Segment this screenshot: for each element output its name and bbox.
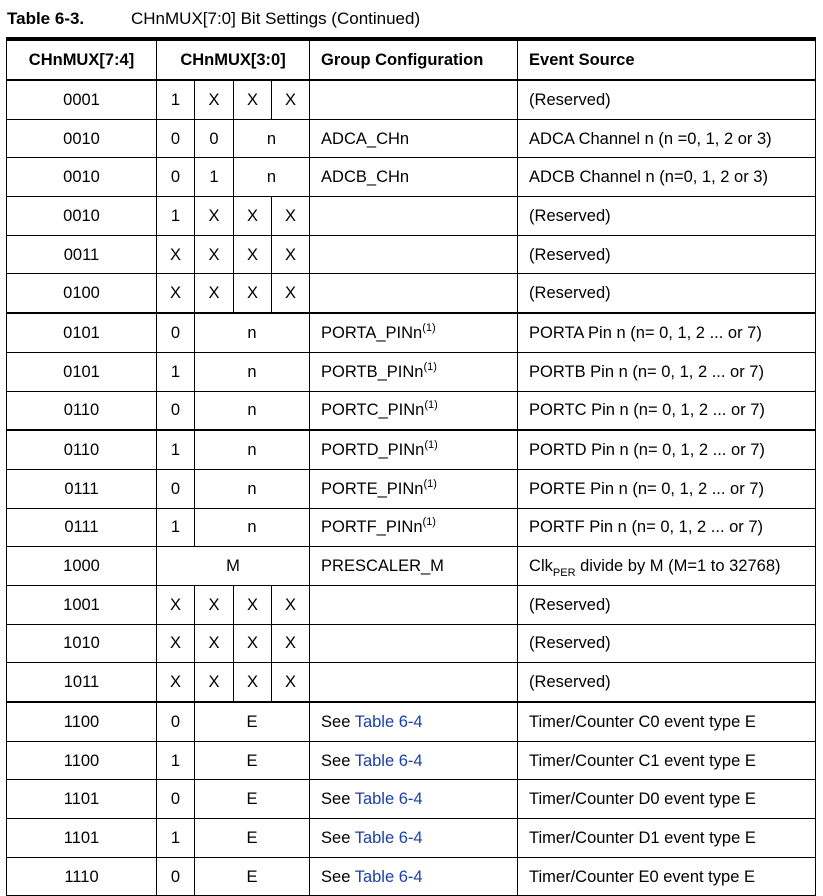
chnmux-high-cell: 1110: [7, 857, 157, 896]
event-source-cell: PORTF Pin n (n= 0, 1, 2 ... or 7): [518, 508, 816, 547]
event-source-cell: Timer/Counter C0 event type E: [518, 702, 816, 741]
event-source-cell: Timer/Counter D1 event type E: [518, 819, 816, 858]
event-source-cell: PORTA Pin n (n= 0, 1, 2 ... or 7): [518, 313, 816, 352]
table-row: [7, 857, 816, 896]
header-row: [7, 39, 816, 80]
bits-2-0-cell: E: [195, 819, 310, 858]
table-row: [7, 741, 816, 780]
group-config-cell: PRESCALER_M: [310, 547, 518, 586]
bit2-cell: X: [195, 663, 234, 702]
bit3-cell: 1: [157, 741, 195, 780]
table-row: [7, 80, 816, 119]
bit3-cell: 0: [157, 391, 195, 430]
chnmux-high-cell: 1101: [7, 819, 157, 858]
header-group-configuration: Group Configuration: [310, 39, 518, 80]
bit0-cell: X: [272, 274, 310, 313]
table-6-4-link[interactable]: Table 6-4: [354, 867, 423, 886]
group-config-cell: [310, 819, 518, 858]
group-config-cell: [310, 702, 518, 741]
header-chnmux-3-0: CHnMUX[3:0]: [157, 39, 310, 80]
clk-text: Clk: [529, 557, 553, 576]
chnmux-high-cell: 0111: [7, 508, 157, 547]
bit3-cell: X: [157, 624, 195, 663]
footnote-marker: (1): [422, 516, 436, 529]
table-row: [7, 197, 816, 236]
chnmux-high-cell: 1100: [7, 702, 157, 741]
bit3-cell: 1: [157, 819, 195, 858]
group-config-text: PORTE_PINn: [321, 479, 424, 498]
chnmux-high-cell: 0100: [7, 274, 157, 313]
event-source-cell: PORTE Pin n (n= 0, 1, 2 ... or 7): [518, 469, 816, 508]
bit3-cell: 1: [157, 508, 195, 547]
bits-2-0-cell: E: [195, 857, 310, 896]
bit1-cell: X: [234, 235, 272, 274]
group-config-text: PORTD_PINn: [321, 441, 425, 460]
group-config-cell: [310, 780, 518, 819]
event-source-cell: (Reserved): [518, 80, 816, 119]
group-config-cell: [310, 274, 518, 313]
event-source-cell: Timer/Counter C1 event type E: [518, 741, 816, 780]
bits-2-0-cell: n: [195, 352, 310, 391]
group-config-cell: [310, 313, 518, 352]
chnmux-high-cell: 0010: [7, 119, 157, 158]
table-row: [7, 235, 816, 274]
bit2-cell: X: [195, 624, 234, 663]
bits-1-0-cell: n: [234, 119, 310, 158]
chnmux-high-cell: 1000: [7, 547, 157, 586]
chnmux-high-cell: 0010: [7, 197, 157, 236]
event-source-cell: PORTD Pin n (n= 0, 1, 2 ... or 7): [518, 430, 816, 469]
chnmux-high-cell: 1011: [7, 663, 157, 702]
bit1-cell: X: [234, 197, 272, 236]
bit2-cell: X: [195, 80, 234, 119]
group-config-cell: [310, 469, 518, 508]
chnmux-high-cell: 0111: [7, 469, 157, 508]
group-config-cell: [310, 585, 518, 624]
bit1-cell: X: [234, 80, 272, 119]
chnmux-high-cell: 0011: [7, 235, 157, 274]
footnote-marker: (1): [423, 477, 437, 490]
table-row: [7, 585, 816, 624]
group-config-cell: ADCA_CHn: [310, 119, 518, 158]
table-row: [7, 313, 816, 352]
bit1-cell: X: [234, 624, 272, 663]
group-config-cell: ADCB_CHn: [310, 158, 518, 197]
bits-1-0-cell: n: [234, 158, 310, 197]
group-config-cell: [310, 352, 518, 391]
group-config-cell: [310, 235, 518, 274]
bit3-cell: 0: [157, 158, 195, 197]
bit1-cell: X: [234, 274, 272, 313]
bit1-cell: X: [234, 663, 272, 702]
group-config-text: PORTC_PINn: [321, 401, 425, 420]
event-source-cell: (Reserved): [518, 197, 816, 236]
chnmux-high-cell: 0110: [7, 391, 157, 430]
header-chnmux-7-4: CHnMUX[7:4]: [7, 39, 157, 80]
table-6-4-link[interactable]: Table 6-4: [354, 790, 423, 809]
group-config-cell: [310, 430, 518, 469]
bit0-cell: X: [272, 663, 310, 702]
event-source-cell: (Reserved): [518, 585, 816, 624]
group-config-cell: [310, 197, 518, 236]
event-source-cell: (Reserved): [518, 235, 816, 274]
see-text: See: [321, 828, 355, 847]
table-row: [7, 274, 816, 313]
bit2-cell: X: [195, 197, 234, 236]
bit3-cell: X: [157, 274, 195, 313]
table-row: [7, 469, 816, 508]
event-source-cell: ADCA Channel n (n =0, 1, 2 or 3): [518, 119, 816, 158]
bits-2-0-cell: E: [195, 780, 310, 819]
bits-2-0-cell: n: [195, 313, 310, 352]
chnmux-high-cell: 0010: [7, 158, 157, 197]
table-row: [7, 158, 816, 197]
table-caption: [7, 7, 420, 31]
bit2-cell: 0: [195, 119, 234, 158]
table-row: [7, 819, 816, 858]
bit3-cell: 0: [157, 780, 195, 819]
bit3-cell: 0: [157, 313, 195, 352]
bit2-cell: X: [195, 235, 234, 274]
bit1-cell: X: [234, 585, 272, 624]
bit3-cell: X: [157, 663, 195, 702]
group-config-text: PORTB_PINn: [321, 362, 424, 381]
group-config-cell: [310, 663, 518, 702]
table-row: [7, 391, 816, 430]
table-6-4-link[interactable]: Table 6-4: [354, 712, 423, 731]
see-text: See: [321, 751, 355, 770]
group-config-cell: [310, 80, 518, 119]
bit0-cell: X: [272, 585, 310, 624]
table-row: [7, 624, 816, 663]
bit2-cell: X: [195, 274, 234, 313]
bit3-cell: 0: [157, 119, 195, 158]
chnmux-high-cell: 0101: [7, 313, 157, 352]
bits-2-0-cell: n: [195, 430, 310, 469]
bit0-cell: X: [272, 235, 310, 274]
chnmux-high-cell: 0110: [7, 430, 157, 469]
event-source-cell: (Reserved): [518, 624, 816, 663]
bit2-cell: 1: [195, 158, 234, 197]
divide-text: divide by M (M=1 to 32768): [575, 557, 781, 576]
chnmux-high-cell: 1001: [7, 585, 157, 624]
event-source-cell: PORTB Pin n (n= 0, 1, 2 ... or 7): [518, 352, 816, 391]
event-source-cell: ADCB Channel n (n=0, 1, 2 or 3): [518, 158, 816, 197]
chnmux-high-cell: 1010: [7, 624, 157, 663]
see-text: See: [321, 712, 355, 731]
group-config-cell: [310, 857, 518, 896]
bit0-cell: X: [272, 197, 310, 236]
bit2-cell: X: [195, 585, 234, 624]
event-source-cell: (Reserved): [518, 274, 816, 313]
chnmux-high-cell: 1101: [7, 780, 157, 819]
chnmux-high-cell: 1100: [7, 741, 157, 780]
event-source-cell: [518, 547, 816, 586]
event-source-cell: Timer/Counter E0 event type E: [518, 857, 816, 896]
table-row: [7, 547, 816, 586]
bit3-cell: X: [157, 585, 195, 624]
group-config-cell: [310, 508, 518, 547]
bits-2-0-cell: n: [195, 469, 310, 508]
bits-2-0-cell: E: [195, 702, 310, 741]
footnote-marker: (1): [423, 360, 437, 373]
event-source-cell: Timer/Counter D0 event type E: [518, 780, 816, 819]
bit-settings-table: [6, 37, 816, 896]
footnote-marker: (1): [422, 321, 436, 334]
bits-2-0-cell: E: [195, 741, 310, 780]
table-row: [7, 430, 816, 469]
bit3-cell: 1: [157, 352, 195, 391]
table-number: Table 6-3.: [7, 9, 85, 28]
bit3-cell: 1: [157, 430, 195, 469]
bit3-cell: 1: [157, 197, 195, 236]
bits-3-0-cell: M: [157, 547, 310, 586]
group-config-cell: [310, 741, 518, 780]
bit0-cell: X: [272, 80, 310, 119]
bit3-cell: 0: [157, 702, 195, 741]
bits-2-0-cell: n: [195, 391, 310, 430]
see-text: See: [321, 867, 355, 886]
header-event-source: Event Source: [518, 39, 816, 80]
bit3-cell: 0: [157, 469, 195, 508]
bits-2-0-cell: n: [195, 508, 310, 547]
table-row: [7, 508, 816, 547]
bit3-cell: 1: [157, 80, 195, 119]
footnote-marker: (1): [424, 439, 438, 452]
table-row: [7, 663, 816, 702]
table-6-4-link[interactable]: Table 6-4: [354, 828, 423, 847]
bit0-cell: X: [272, 624, 310, 663]
table-6-4-link[interactable]: Table 6-4: [354, 751, 423, 770]
bit3-cell: 0: [157, 857, 195, 896]
footnote-marker: (1): [424, 399, 438, 412]
group-config-text: PORTF_PINn: [321, 518, 423, 537]
event-source-cell: (Reserved): [518, 663, 816, 702]
chnmux-high-cell: 0101: [7, 352, 157, 391]
table-row: [7, 352, 816, 391]
table-row: [7, 702, 816, 741]
table-row: [7, 780, 816, 819]
see-text: See: [321, 790, 355, 809]
per-subscript: PER: [552, 567, 576, 580]
bit3-cell: X: [157, 235, 195, 274]
group-config-cell: [310, 391, 518, 430]
event-source-cell: PORTC Pin n (n= 0, 1, 2 ... or 7): [518, 391, 816, 430]
chnmux-high-cell: 0001: [7, 80, 157, 119]
group-config-cell: [310, 624, 518, 663]
table-row: [7, 119, 816, 158]
table-title: CHnMUX[7:0] Bit Settings (Continued): [131, 9, 421, 28]
group-config-text: PORTA_PINn: [321, 323, 423, 342]
